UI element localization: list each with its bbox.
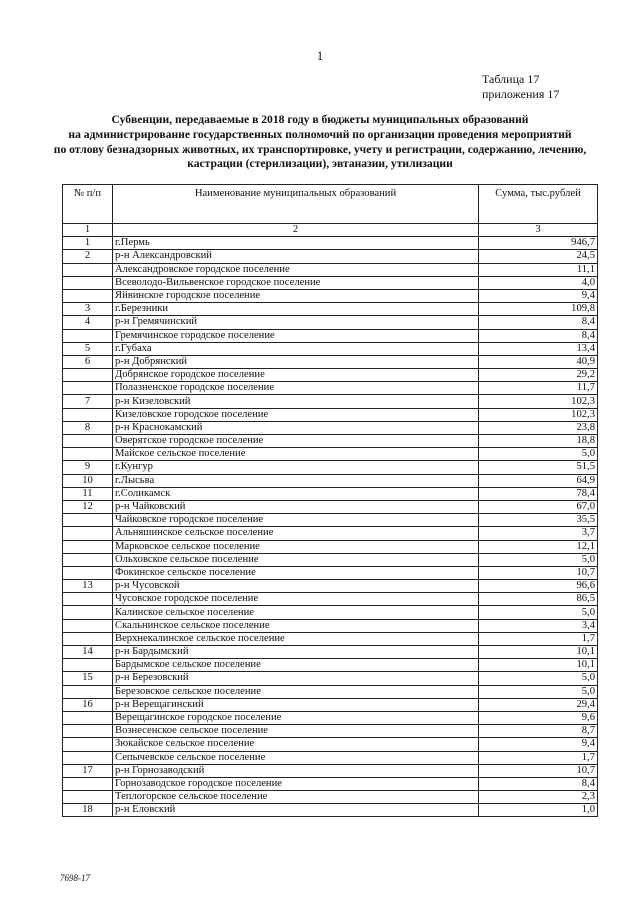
row-name: Всеволодо-Вильвенское городское поселение [113,276,479,289]
header-sum: Сумма, тыс.рублей [479,185,598,224]
row-sum: 8,4 [479,777,598,790]
table-header-row [63,185,598,224]
row-sum: 3,4 [479,619,598,632]
row-number [63,685,113,698]
row-name: Горнозаводское городское поселение [113,777,479,790]
row-number: 17 [63,764,113,777]
header-num: № п/п [63,185,113,224]
row-name: Кизеловское городское поселение [113,408,479,421]
row-sum: 109,8 [479,303,598,316]
document-code: 7698-17 [60,873,90,883]
table-row [63,448,598,461]
row-number [63,593,113,606]
table-reference-line1: Таблица 17 [482,72,540,86]
row-number: 3 [63,303,113,316]
row-name: р-н Березовский [113,672,479,685]
page-number: 1 [316,48,324,63]
table-row [63,566,598,579]
row-number: 7 [63,395,113,408]
row-name: Зюкайское сельское поселение [113,738,479,751]
row-number: 10 [63,474,113,487]
row-name: Гремячинское городское поселение [113,329,479,342]
col-number-1: 1 [63,224,113,237]
table-row [63,369,598,382]
row-sum: 24,5 [479,250,598,263]
row-name: Бардымское сельское поселение [113,659,479,672]
row-sum: 8,4 [479,329,598,342]
row-number: 8 [63,421,113,434]
table-row [63,342,598,355]
table-row [63,553,598,566]
row-name: Верещагинское городское поселение [113,711,479,724]
row-number [63,791,113,804]
row-name: р-н Кизеловский [113,395,479,408]
table-row [63,250,598,263]
row-number: 14 [63,646,113,659]
row-number [63,606,113,619]
row-number: 13 [63,580,113,593]
table-row [63,606,598,619]
table-row [63,593,598,606]
row-number [63,369,113,382]
table-row [63,303,598,316]
table-row [63,382,598,395]
row-sum: 96,6 [479,580,598,593]
row-sum: 12,1 [479,540,598,553]
row-sum: 35,5 [479,514,598,527]
row-name: г.Пермь [113,237,479,250]
row-number: 1 [63,237,113,250]
row-sum: 23,8 [479,421,598,434]
row-name: Полазненское городское поселение [113,382,479,395]
title-line2: на администрирование государственных полномочий по организации проведения мероприятий [68,127,572,141]
row-name: р-н Верещагинский [113,698,479,711]
table-row [63,751,598,764]
row-name: Фокинское сельское поселение [113,566,479,579]
row-number [63,751,113,764]
row-number [63,725,113,738]
row-number [63,329,113,342]
row-sum: 18,8 [479,435,598,448]
row-sum: 9,4 [479,289,598,302]
row-sum: 78,4 [479,487,598,500]
row-number [63,738,113,751]
row-name: Майское сельское поселение [113,448,479,461]
column-number-row [63,224,598,237]
table-reference-line2: приложения 17 [482,87,560,101]
table-reference [482,72,559,102]
row-name: г.Губаха [113,342,479,355]
row-sum: 946,7 [479,237,598,250]
row-number [63,448,113,461]
document-title [40,113,600,172]
row-sum: 51,5 [479,461,598,474]
row-number [63,276,113,289]
table-row [63,738,598,751]
row-number: 9 [63,461,113,474]
row-name: Верхнекалинское сельское поселение [113,632,479,645]
row-name: Добрянское городское поселение [113,369,479,382]
row-name: г.Соликамск [113,487,479,500]
table-row [63,791,598,804]
row-name: Скальнинское сельское поселение [113,619,479,632]
row-sum: 5,0 [479,606,598,619]
row-sum: 10,1 [479,646,598,659]
table-row [63,461,598,474]
row-number [63,777,113,790]
table-row [63,263,598,276]
row-sum: 8,4 [479,316,598,329]
row-number [63,619,113,632]
row-sum: 1,0 [479,804,598,817]
row-number [63,540,113,553]
title-line3: по отлову безнадзорных животных, их транспортировке, учету и регистрации, содержанию, лечению, [53,142,587,156]
table-row [63,619,598,632]
row-sum: 2,3 [479,791,598,804]
row-sum: 29,4 [479,698,598,711]
row-sum: 9,4 [479,738,598,751]
row-name: р-н Чайковский [113,500,479,513]
row-number: 6 [63,355,113,368]
table-row [63,711,598,724]
row-number: 18 [63,804,113,817]
row-sum: 1,7 [479,632,598,645]
table-row [63,395,598,408]
row-sum: 1,7 [479,751,598,764]
table-row [63,355,598,368]
subventions-table [62,184,598,817]
row-number: 4 [63,316,113,329]
row-name: Березовское сельское поселение [113,685,479,698]
row-name: Теплогорское сельское поселение [113,791,479,804]
table-row [63,672,598,685]
row-sum: 64,9 [479,474,598,487]
col-number-2: 2 [113,224,479,237]
title-line4: кастрации (стерилизации), эвтаназии, утилизации [187,157,453,171]
row-sum: 40,9 [479,355,598,368]
table-row [63,777,598,790]
row-sum: 9,6 [479,711,598,724]
table-row [63,725,598,738]
header-name: Наименование муниципальных образований [113,185,479,224]
row-sum: 3,7 [479,527,598,540]
table-row [63,764,598,777]
row-number: 2 [63,250,113,263]
row-number [63,527,113,540]
row-number [63,632,113,645]
table-row [63,289,598,302]
row-sum: 10,1 [479,659,598,672]
row-number [63,263,113,276]
row-name: г.Березники [113,303,479,316]
row-sum: 5,0 [479,672,598,685]
table-row [63,316,598,329]
row-name: р-н Еловский [113,804,479,817]
row-name: г.Лысьва [113,474,479,487]
row-name: р-н Александровский [113,250,479,263]
table-row [63,514,598,527]
row-name: Чусовское городское поселение [113,593,479,606]
row-number [63,659,113,672]
row-sum: 10,7 [479,566,598,579]
table-row [63,659,598,672]
row-name: Оверятское городское поселение [113,435,479,448]
row-name: Альняшинское сельское поселение [113,527,479,540]
table-row [63,500,598,513]
row-name: Калинское сельское поселение [113,606,479,619]
row-number: 11 [63,487,113,500]
row-name: Чайковское городское поселение [113,514,479,527]
row-number [63,514,113,527]
row-name: р-н Добрянский [113,355,479,368]
row-sum: 8,7 [479,725,598,738]
table-row [63,237,598,250]
table-row [63,685,598,698]
row-sum: 5,0 [479,553,598,566]
row-name: Марковское сельское поселение [113,540,479,553]
row-number [63,289,113,302]
row-number: 12 [63,500,113,513]
table-row [63,580,598,593]
table-row [63,698,598,711]
row-number: 5 [63,342,113,355]
row-sum: 11,7 [479,382,598,395]
row-number [63,435,113,448]
table-row [63,487,598,500]
col-number-3: 3 [479,224,598,237]
row-sum: 11,1 [479,263,598,276]
row-name: р-н Краснокамский [113,421,479,434]
row-name: Сепычевское сельское поселение [113,751,479,764]
table-row [63,632,598,645]
row-sum: 4,0 [479,276,598,289]
row-name: р-н Бардымский [113,646,479,659]
table-row [63,474,598,487]
row-name: г.Кунгур [113,461,479,474]
row-number [63,711,113,724]
row-sum: 102,3 [479,408,598,421]
row-sum: 86,5 [479,593,598,606]
row-name: Александровское городское поселение [113,263,479,276]
row-number [63,382,113,395]
table-row [63,329,598,342]
row-number: 16 [63,698,113,711]
table-row [63,540,598,553]
table-row [63,646,598,659]
row-name: Вознесенское сельское поселение [113,725,479,738]
row-sum: 13,4 [479,342,598,355]
row-sum: 67,0 [479,500,598,513]
row-name: Ольховское сельское поселение [113,553,479,566]
row-name: р-н Гремячинский [113,316,479,329]
row-sum: 5,0 [479,685,598,698]
title-line1: Субвенции, передаваемые в 2018 году в бюджеты муниципальных образований [111,113,529,126]
row-name: р-н Чусовской [113,580,479,593]
row-number [63,566,113,579]
row-number [63,553,113,566]
table-row [63,276,598,289]
table-row [63,804,598,817]
table-row [63,421,598,434]
row-number [63,408,113,421]
row-name: Яйвинское городское поселение [113,289,479,302]
row-sum: 5,0 [479,448,598,461]
table-row [63,408,598,421]
row-sum: 102,3 [479,395,598,408]
table-row [63,435,598,448]
row-name: р-н Горнозаводский [113,764,479,777]
row-sum: 10,7 [479,764,598,777]
row-number: 15 [63,672,113,685]
row-sum: 29,2 [479,369,598,382]
table-row [63,527,598,540]
